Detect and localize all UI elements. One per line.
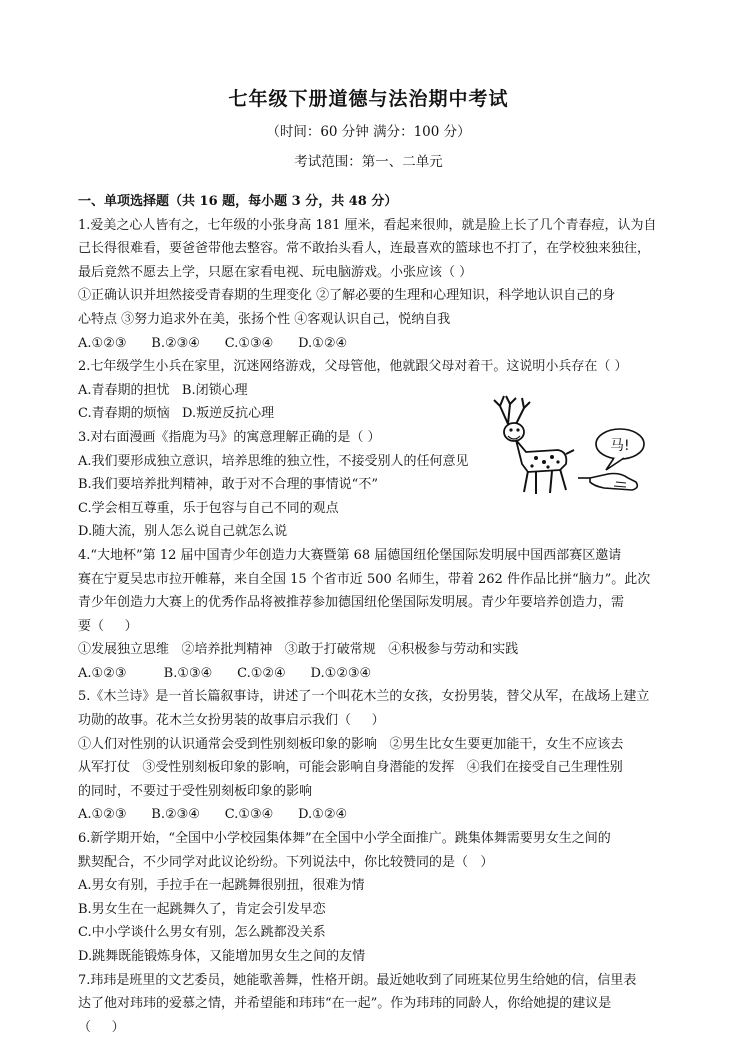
q4-stem-line: 青少年创造力大赛上的优秀作品将被推荐参加德国纽伦堡国际发明展。青少年要培养创造力，需: [78, 595, 625, 611]
q5-item-line: ①人们对性别的认识通常会受到性别刻板印象的影响 ②男生比女生要更加能干，女生不应该去: [78, 736, 624, 752]
q7-stem-line: 7.玮玮是班里的文艺委员，她能歌善舞，性格开朗。最近她收到了同班某位男生给她的信，信里表: [78, 972, 637, 988]
q6-option-b: B.男女生在一起跳舞久了，肯定会引发早恋: [78, 901, 326, 917]
q2-stem: 2.七年级学生小兵在家里，沉迷网络游戏，父母管他，他就跟父母对着干。这说明小兵存在（ ）: [78, 359, 628, 375]
cartoon-speech-text: 马!: [610, 438, 630, 454]
exam-title: 七年级下册道德与法治期中考试: [228, 88, 509, 110]
q7-stem-line: （ ）: [78, 1019, 125, 1035]
q3-option-a: A.我们要形成独立意识，培养思维的独立性，不接受别人的任何意见: [78, 453, 469, 469]
q4-stem-line: 4.“大地杯”第 12 届中国青少年创造力大赛暨第 68 届德国纽伦堡国际发明展中国西部赛区邀请: [78, 547, 622, 563]
q4-items: ①发展独立思维 ②培养批判精神 ③敢于打破常规 ④积极参与劳动和实践: [78, 642, 519, 658]
question-6: [78, 827, 698, 969]
deer-illustration-icon: [486, 394, 668, 498]
q6-stem-line: 6.新学期开始，“全国中小学校园集体舞”在全国中小学全面推广。跳集体舞需要男女生之间的: [78, 831, 611, 847]
q5-stem-line: 5.《木兰诗》是一首长篇叙事诗，讲述了一个叫花木兰的女孩，女扮男装，替父从军，在战场上建立: [78, 689, 650, 705]
q1-stem-line: 己长得很难看，要爸爸带他去整容。常不敢抬头看人，连最喜欢的篮球也不打了，在学校独来独往，: [78, 241, 651, 257]
q2-option-line: A.青春期的担忧 B.闭锁心理: [78, 382, 248, 398]
q3-option-c: C.学会相互尊重，乐于包容与自己不同的观点: [78, 500, 339, 516]
q4-stem-line: 赛在宁夏吴忠市拉开帷幕，来自全国 15 个省市近 500 名师生，带着 262 件作品比拼“脑力”。此次: [78, 571, 651, 587]
exam-time-score: （时间：60 分钟 满分：100 分）: [266, 124, 471, 140]
exam-content: [78, 190, 698, 1039]
question-4: [78, 544, 698, 686]
q1-stem-line: 1.爱美之心人皆有之，七年级的小张身高 181 厘米，看起来很帅，就是脸上长了几个青春痘，认为自: [78, 217, 657, 233]
q1-stem-line: 最后竟然不愿去上学，只愿在家看电视、玩电脑游戏。小张应该（ ）: [78, 264, 473, 280]
q1-item-line: 心特点 ③努力追求外在美，张扬个性 ④客观认识自己，悦纳自我: [78, 311, 451, 327]
q5-item-line: 的同时，不要过于受性别刻板印象的影响: [78, 783, 313, 799]
q6-stem-line: 默契配合，不少同学对此议论纷纷。下列说法中，你比较赞同的是（ ）: [78, 854, 494, 870]
q3-option-d: D.随大流，别人怎么说自己就怎么说: [78, 524, 288, 540]
q1-options: A.①②③ B.②③④ C.①③④ D.①②④: [78, 335, 348, 351]
q5-stem-line: 功勋的故事。花木兰女扮男装的故事启示我们（ ）: [78, 713, 385, 729]
q4-options: A.①②③ B.①③④ C.①②④ D.①②③④: [78, 665, 372, 681]
q1-item-line: ①正确认识并坦然接受青春期的生理变化 ②了解必要的生理和心理知识，科学地认识自己的身: [78, 288, 616, 304]
q5-item-line: 从军打仗 ③受性别刻板印象的影响，可能会影响自身潜能的发挥 ④我们在接受自己生理性别: [78, 760, 623, 776]
q3-stem: 3.对右面漫画《指鹿为马》的寓意理解正确的是（ ）: [78, 429, 381, 445]
q3-option-b: B.我们要培养批判精神，敢于对不合理的事情说“不”: [78, 477, 378, 493]
section-heading: 一、单项选择题（共 16 题，每小题 3 分，共 48 分）: [78, 194, 398, 209]
q5-options: A.①②③ B.②③④ C.①③④ D.①②④: [78, 807, 348, 823]
q4-stem-line: 要（ ）: [78, 618, 138, 634]
question-7: [78, 969, 698, 1039]
exam-scope: 考试范围：第一、二单元: [294, 154, 443, 170]
q6-option-c: C.中小学谈什么男女有别，怎么跳都没关系: [78, 925, 326, 941]
deer-horse-cartoon: [486, 394, 668, 498]
q6-option-a: A.男女有别，手拉手在一起跳舞很别扭，很难为情: [78, 878, 365, 894]
question-1: [78, 214, 698, 356]
q2-option-line: C.青春期的烦恼 D.叛逆反抗心理: [78, 406, 275, 422]
question-5: [78, 685, 698, 827]
q6-option-d: D.跳舞既能锻炼身体，又能增加男女生之间的友情: [78, 949, 366, 964]
q7-stem-line: 达了他对玮玮的爱慕之情，并希望能和玮玮“在一起”。作为玮玮的同龄人，你给她提的建议是: [78, 996, 612, 1012]
